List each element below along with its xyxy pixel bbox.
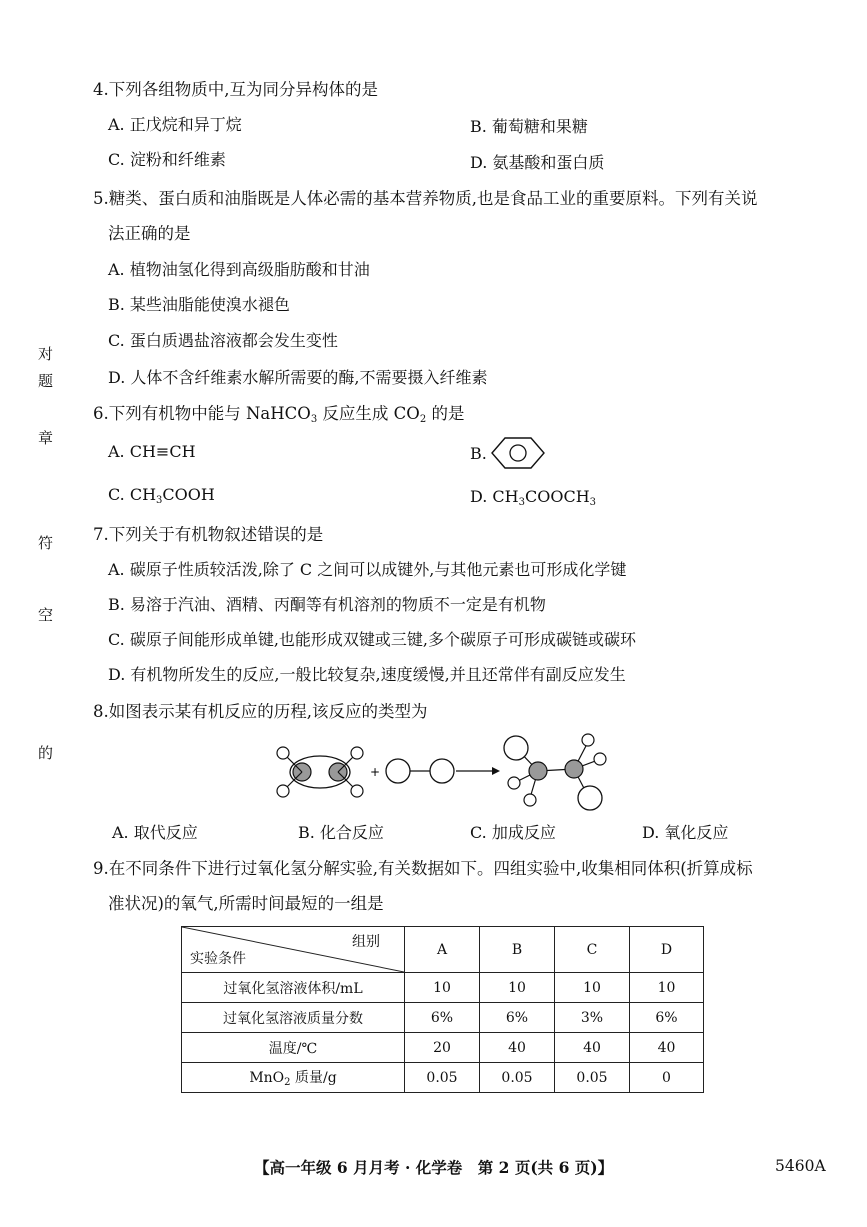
reactant-molecule-1 xyxy=(277,747,363,797)
table-cell: 0.05 xyxy=(480,1063,555,1093)
margin-char: 对 xyxy=(38,345,54,363)
group-header-d: D xyxy=(630,927,704,973)
q7-option-d: D. 有机物所发生的反应,一般比较复杂,速度缓慢,并且还常伴有副反应发生 xyxy=(108,665,626,684)
row-label: MnO$_2$ 质量/g xyxy=(182,1063,405,1093)
reactant-molecule-2 xyxy=(386,759,454,783)
row-label: 过氧化氢溶液质量分数 xyxy=(182,1003,405,1033)
q5-option-d: D. 人体不含纤维素水解所需要的酶,不需要摄入纤维素 xyxy=(108,368,488,387)
table-row xyxy=(182,973,704,1003)
q4-option-d: D. 氨基酸和蛋白质 xyxy=(470,153,605,172)
group-header-b: B xyxy=(480,927,555,973)
question-7-stem: 7.下列关于有机物叙述错误的是 xyxy=(93,525,324,544)
margin-char: 的 xyxy=(38,744,54,762)
table-cell: 0.05 xyxy=(555,1063,630,1093)
group-header-a: A xyxy=(405,927,480,973)
table-cell: 10 xyxy=(480,973,555,1003)
q5-option-b: B. 某些油脂能使溴水褪色 xyxy=(108,295,290,314)
q6-option-a: A. CH≡CH xyxy=(108,442,196,461)
table-row xyxy=(182,1033,704,1063)
table-header-row xyxy=(182,927,704,973)
table-cell: 3% xyxy=(555,1003,630,1033)
product-molecule xyxy=(504,734,606,810)
q8-option-b: B. 化合反应 xyxy=(298,823,384,842)
question-5-stem-cont: 法正确的是 xyxy=(108,224,191,243)
q6-option-d: D. $CH_3COOCH_3$ xyxy=(470,487,597,508)
question-5-stem: 5.糖类、蛋白质和油脂既是人体必需的基本营养物质,也是食品工业的重要原料。下列有关说 xyxy=(93,189,758,208)
q7-option-c: C. 碳原子间能形成单键,也能形成双键或三键,多个碳原子可形成碳链或碳环 xyxy=(108,630,637,649)
table-cell: 10 xyxy=(555,973,630,1003)
paper-code: 5460A xyxy=(775,1157,826,1175)
table-cell: 6% xyxy=(480,1003,555,1033)
q7-option-a: A. 碳原子性质较活泼,除了 C 之间可以成键外,与其他元素也可形成化学键 xyxy=(108,560,627,579)
q5-option-c: C. 蛋白质遇盐溶液都会发生变性 xyxy=(108,331,338,350)
table-row xyxy=(182,1003,704,1033)
margin-char: 符 xyxy=(38,534,54,552)
table-row xyxy=(182,1063,704,1093)
margin-char: 章 xyxy=(38,429,54,447)
table-corner-cell xyxy=(182,927,405,973)
corner-label-group: 组别 xyxy=(352,934,380,950)
q4-option-b: B. 葡萄糖和果糖 xyxy=(470,117,588,136)
q6-option-c: C. $CH_3COOH$ xyxy=(108,485,215,506)
q6-option-b: B. xyxy=(470,444,487,463)
experiment-table xyxy=(181,926,704,1093)
question-4-stem: 4.下列各组物质中,互为同分异构体的是 xyxy=(93,80,378,99)
reaction-arrow xyxy=(456,767,500,775)
question-9-stem-cont: 准状况)的氧气,所需时间最短的一组是 xyxy=(108,894,384,913)
question-9-stem: 9.在不同条件下进行过氧化氢分解实验,有关数据如下。四组实验中,收集相同体积(折算成标 xyxy=(93,859,753,878)
q7-option-b: B. 易溶于汽油、酒精、丙酮等有机溶剂的物质不一定是有机物 xyxy=(108,595,546,614)
corner-label-condition: 实验条件 xyxy=(190,951,246,967)
table-cell: 6% xyxy=(405,1003,480,1033)
q8-option-c: C. 加成反应 xyxy=(470,823,556,842)
plus-sign: + xyxy=(370,765,381,779)
benzene-ring-icon xyxy=(490,434,548,472)
group-header-c: C xyxy=(555,927,630,973)
margin-char: 题 xyxy=(38,372,54,390)
reaction-diagram xyxy=(270,730,620,815)
table-cell: 0 xyxy=(630,1063,704,1093)
table-cell: 10 xyxy=(405,973,480,1003)
table-cell: 6% xyxy=(630,1003,704,1033)
table-cell: 40 xyxy=(480,1033,555,1063)
table-cell: 20 xyxy=(405,1033,480,1063)
q8-option-a: A. 取代反应 xyxy=(112,823,198,842)
q4-option-c: C. 淀粉和纤维素 xyxy=(108,150,226,169)
question-8-stem: 8.如图表示某有机反应的历程,该反应的类型为 xyxy=(93,702,428,721)
table-cell: 40 xyxy=(630,1033,704,1063)
table-cell: 0.05 xyxy=(405,1063,480,1093)
q8-option-d: D. 氧化反应 xyxy=(642,823,729,842)
row-label: 温度/℃ xyxy=(182,1033,405,1063)
margin-char: 空 xyxy=(38,606,54,624)
q4-option-a: A. 正戊烷和异丁烷 xyxy=(108,115,242,134)
question-6-stem: 6.下列有机物中能与 NaHCO$_3$ 反应生成 $CO_2$ 的是 xyxy=(93,404,465,425)
table-cell: 10 xyxy=(630,973,704,1003)
table-cell: 40 xyxy=(555,1033,630,1063)
q5-option-a: A. 植物油氢化得到高级脂肪酸和甘油 xyxy=(108,260,370,279)
row-label: 过氧化氢溶液体积/mL xyxy=(182,973,405,1003)
page-footer: 【高一年级 6 月月考 · 化学卷 第 2 页(共 6 页)】 xyxy=(254,1158,614,1177)
